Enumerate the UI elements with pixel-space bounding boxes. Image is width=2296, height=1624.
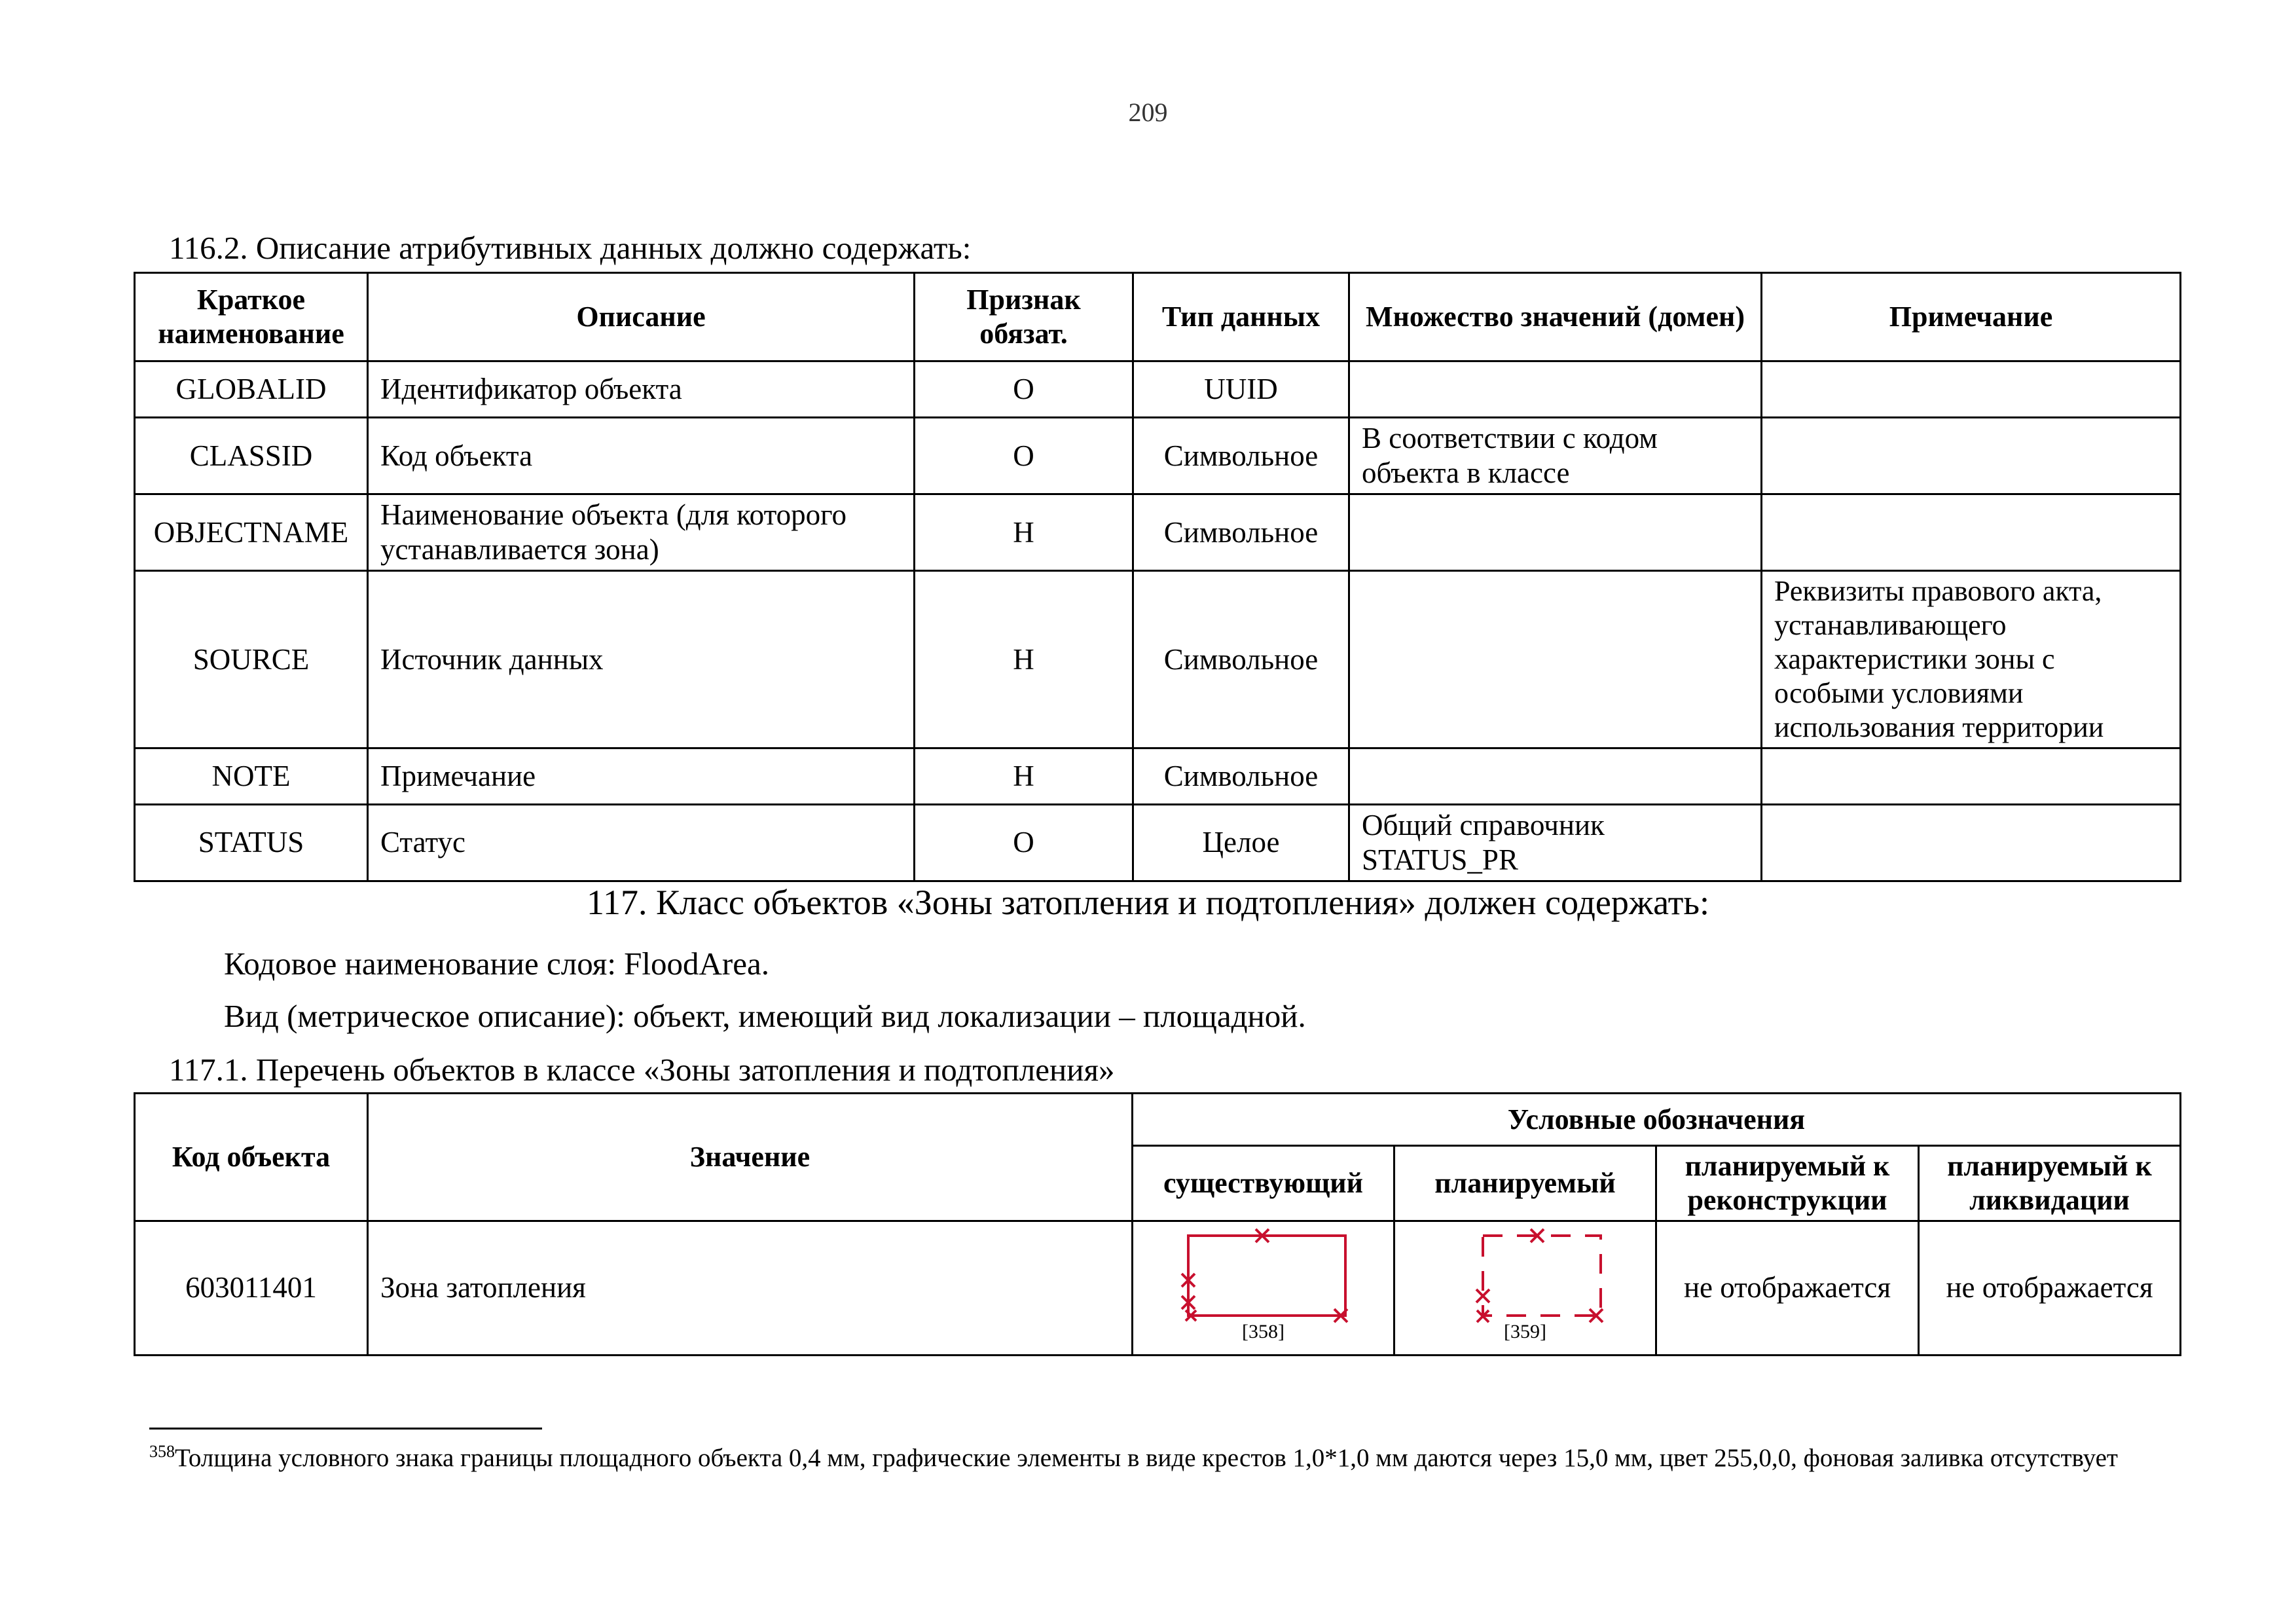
geometry-type-text: Вид (метрическое описание): объект, имеющий вид локализации – площадной. <box>224 998 1306 1034</box>
cell-note <box>1762 748 2181 804</box>
layer-code-text: Кодовое наименование слоя: FloodArea. <box>224 946 769 982</box>
cell-note <box>1762 494 2181 571</box>
col-header-object-code: Код объекта <box>135 1094 368 1221</box>
cell-object-value: Зона затопления <box>368 1221 1133 1355</box>
cell-description: Статус <box>368 804 915 881</box>
class-table-header-top <box>135 1094 2181 1146</box>
table-row <box>135 494 2181 571</box>
cell-required: О <box>915 418 1133 494</box>
footnote-text: Толщина условного знака границы площадного объекта 0,4 мм, графические элементы в виде крестов 1,0*1,0 мм даются через 15,0 мм, цвет 255,0,0, фоновая заливка отсутствует <box>175 1444 2118 1472</box>
page-number: 209 <box>1128 98 1168 127</box>
cell-required: Н <box>915 494 1133 571</box>
table-row <box>135 418 2181 494</box>
footnote-358 <box>149 1441 2166 1475</box>
table-row <box>135 361 2181 418</box>
cell-required: О <box>915 361 1133 418</box>
cell-name: GLOBALID <box>135 361 368 418</box>
attribute-table <box>134 272 2181 882</box>
cell-liquidation: не отображается <box>1919 1221 2181 1355</box>
section-heading-117: 117. Класс объектов «Зоны затопления и подтопления» должен содержать: <box>587 883 1709 922</box>
cell-domain <box>1349 361 1762 418</box>
col-header-symbols: Условные обозначения <box>1133 1094 2181 1146</box>
cell-type: Символьное <box>1133 571 1349 748</box>
cell-note: Реквизиты правового акта, устанавливающего характеристики зоны с особыми условиями использования территории <box>1762 571 2181 748</box>
cell-description: Код объекта <box>368 418 915 494</box>
existing-symbol-cell <box>1133 1221 1394 1355</box>
col-header-value: Значение <box>368 1094 1133 1221</box>
cell-name: OBJECTNAME <box>135 494 368 571</box>
cell-domain <box>1349 494 1762 571</box>
cell-note <box>1762 418 2181 494</box>
cell-required: О <box>915 804 1133 881</box>
col-header-planned: планируемый <box>1394 1146 1656 1221</box>
cell-type: Символьное <box>1133 418 1349 494</box>
table-row <box>135 748 2181 804</box>
attribute-table-header <box>135 273 2181 361</box>
cell-name: CLASSID <box>135 418 368 494</box>
table-row <box>135 571 2181 748</box>
cell-reconstruction: не отображается <box>1656 1221 1919 1355</box>
cell-required: Н <box>915 748 1133 804</box>
cell-domain: В соответствии с кодом объекта в классе <box>1349 418 1762 494</box>
col-header-existing: существующий <box>1133 1146 1394 1221</box>
section-heading-116-2: 116.2. Описание атрибутивных данных должно содержать: <box>169 230 972 266</box>
cell-object-code: 603011401 <box>135 1221 368 1355</box>
cell-note <box>1762 361 2181 418</box>
cell-description: Источник данных <box>368 571 915 748</box>
col-header-note: Примечание <box>1762 273 2181 361</box>
cell-description: Идентификатор объекта <box>368 361 915 418</box>
object-class-table <box>134 1092 2181 1356</box>
cell-note <box>1762 804 2181 881</box>
col-header-required: Признак обязат. <box>915 273 1133 361</box>
cell-type: UUID <box>1133 361 1349 418</box>
cell-domain <box>1349 571 1762 748</box>
col-header-domain: Множество значений (домен) <box>1349 273 1762 361</box>
cell-domain: Общий справочник STATUS_PR <box>1349 804 1762 881</box>
cell-name: STATUS <box>135 804 368 881</box>
cell-required: Н <box>915 571 1133 748</box>
col-header-data-type: Тип данных <box>1133 273 1349 361</box>
cell-type: Целое <box>1133 804 1349 881</box>
footnote-separator <box>149 1428 542 1430</box>
col-header-liquidation: планируемый к ликвидации <box>1919 1146 2181 1221</box>
table-row <box>135 804 2181 881</box>
cell-name: SOURCE <box>135 571 368 748</box>
cell-type: Символьное <box>1133 748 1349 804</box>
section-heading-117-1: 117.1. Перечень объектов в классе «Зоны затопления и подтопления» <box>169 1052 1115 1088</box>
table-row <box>135 1221 2181 1355</box>
cell-type: Символьное <box>1133 494 1349 571</box>
col-header-reconstruction: планируемый к реконструкции <box>1656 1146 1919 1221</box>
footnote-number: 358 <box>149 1442 175 1461</box>
cell-name: NOTE <box>135 748 368 804</box>
col-header-short-name: Краткое наименование <box>135 273 368 361</box>
col-header-description: Описание <box>368 273 915 361</box>
existing-footnote-ref: [358] <box>1242 1320 1285 1342</box>
cell-description: Наименование объекта (для которого устанавливается зона) <box>368 494 915 571</box>
cell-domain <box>1349 748 1762 804</box>
planned-footnote-ref: [359] <box>1504 1320 1546 1342</box>
planned-symbol-cell <box>1394 1221 1656 1355</box>
cell-description: Примечание <box>368 748 915 804</box>
